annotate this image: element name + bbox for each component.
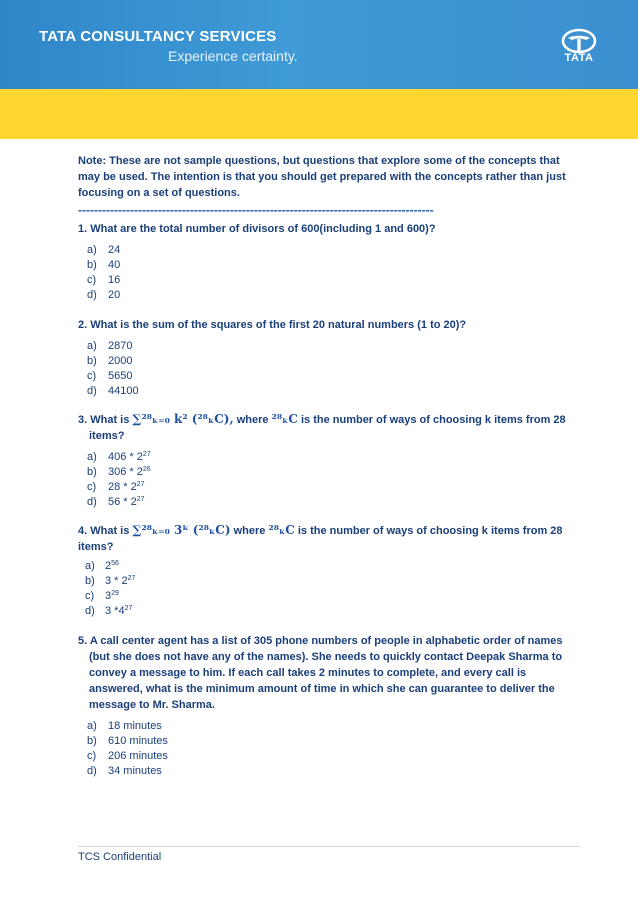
option-b: b) 610 minutes (87, 735, 168, 747)
option-c: c) 16 (87, 274, 121, 286)
question-2 (78, 317, 578, 399)
option-c: c) 5650 (87, 370, 133, 382)
option-d: d) 20 (87, 289, 121, 301)
option-c: c) $28 * 2^{27}$ (87, 481, 145, 493)
option-c: c) $3^{29}$ (85, 590, 119, 602)
footer-text: TCS Confidential (78, 851, 162, 863)
combination-symbol: ²⁸ₖC (271, 412, 298, 426)
header-banner (0, 0, 638, 89)
options-list (78, 243, 578, 303)
option-a: a) 24 (87, 244, 121, 256)
option-c: c) 206 minutes (87, 750, 168, 762)
option-d: d) $56 * 2^{27}$ (87, 496, 145, 508)
document-body (78, 153, 578, 779)
question-5 (78, 633, 578, 779)
question-text: 1. What are the total number of divisors of 600(including 1 and 600)? (78, 223, 436, 235)
option-b: b) $306 * 2^{26}$ (87, 466, 151, 478)
option-d: d) 3 $*4^{27}$ (85, 605, 133, 617)
question-text: 2. What is the sum of the squares of the first 20 natural numbers (1 to 20)? (78, 319, 467, 331)
options-list (78, 339, 578, 399)
option-a: a) 2870 (87, 340, 133, 352)
question-3 (78, 411, 578, 510)
option-b: b) $3 * 2^{27}$ (85, 575, 136, 587)
question-4 (78, 522, 578, 619)
option-d: d) 34 minutes (87, 765, 162, 777)
summation-formula: ∑²⁸ₖ₌₀ 3ᵏ (²⁸ₖC) (132, 523, 231, 537)
question-text: 3. What is ∑²⁸ₖ₌₀ k² (²⁸ₖC), where ²⁸ₖC is the number of ways of choosing k items from 28 items? (78, 412, 566, 442)
summation-formula: ∑²⁸ₖ₌₀ k² (²⁸ₖC), (132, 412, 234, 426)
option-b: b) 2000 (87, 355, 133, 367)
separator-line: ----------------------------------------------------------------------------------------- (78, 203, 434, 217)
option-b: b) 40 (87, 259, 121, 271)
footer-divider (78, 846, 580, 847)
options-list (78, 450, 578, 510)
question-text: 4. What is ∑²⁸ₖ₌₀ 3ᵏ (²⁸ₖC) where ²⁸ₖC is the number of ways of choosing k items from 28 items? (78, 523, 563, 553)
question-1 (78, 221, 578, 303)
option-a: a) $2^{56}$ (85, 560, 119, 572)
option-d: d) 44100 (87, 385, 139, 397)
option-a: a) 18 minutes (87, 720, 162, 732)
question-text: 5. A call center agent has a list of 305 phone numbers of people in alphabetic order of names (but she does not have any of the names). She needs to quickly contact Deepak Sharma to convey a message to him. If each call takes 2 minutes to complete, and every call is answered, what is the minimum amount of time in which she can guarantee to deliver the message to Mr. Sharma. (78, 635, 563, 711)
note-paragraph: Note: These are not sample questions, but questions that explore some of the concepts that may be used. The intention is that you should get prepared with the concepts rather than just focusing on a set of questions. (78, 155, 566, 199)
combination-symbol: ²⁸ₖC (268, 523, 295, 537)
tata-logo-text: TATA (564, 52, 594, 64)
option-a: a) $406 * 2^{27}$ (87, 451, 151, 463)
options-list (78, 559, 578, 619)
brand-tagline: Experience certainty. (168, 48, 298, 64)
options-list (78, 719, 578, 779)
yellow-band (0, 89, 638, 139)
brand-name: TATA CONSULTANCY SERVICES (39, 28, 277, 45)
